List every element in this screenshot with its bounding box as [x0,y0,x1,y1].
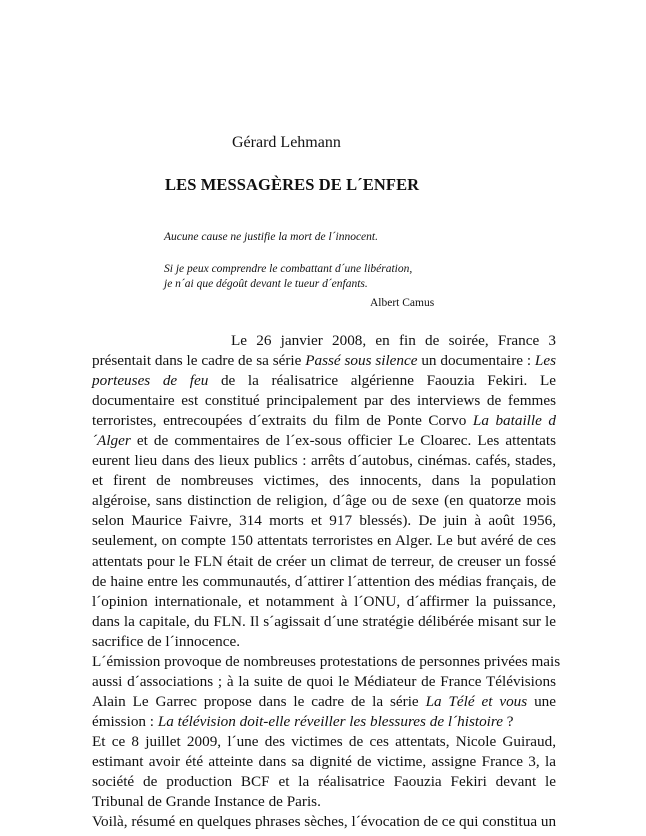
text-run: Et ce 8 juillet 2009, l´une des victimes de ces attentats, Nicole Guiraud, [92,732,556,750]
body-line [92,592,556,612]
body-line [92,812,556,832]
body-line [92,672,556,692]
body-text [92,331,561,832]
epigraph-block [164,262,412,292]
italic-text: La Télé et vous [425,692,528,710]
text-run: attentats pour le FLN était de créer un climat de terreur, de creuser un fossé [92,552,556,570]
epigraph-line-2: Si je peux comprendre le combattant d´une libération, [164,263,413,275]
text-run: estimant avoir été atteinte dans sa dignité de victime, assigne France 3, la [92,752,556,770]
body-line [92,371,556,391]
body-line [92,451,556,471]
body-line [92,511,556,531]
text-run: selon Maurice Faivre, 314 morts et 917 blessés). De juin à août 1956, [92,512,556,530]
body-line [92,552,556,572]
text-run: dans la capitale, du FLN. Il s´agissait d´une stratégie délibérée misant sur le [92,612,556,630]
body-line [92,752,556,772]
text-run: documentaire est constitué principalement par des interviews de femmes [92,392,556,410]
body-line [92,692,556,712]
body-line [92,652,561,672]
italic-text: La bataille d [472,412,556,430]
body-line [92,331,556,351]
text-run: sacrifice de l´innocence. [92,632,240,650]
document-title: LES MESSAGÈRES DE L´ENFER [165,175,420,194]
text-run: émission : [92,712,158,730]
text-run: l´opinion internationale, et notamment à l´ONU, d´affirmer la puissance, [92,592,556,610]
text-run: terroristes, entrecoupées d´extraits du film de Ponte Corvo [92,412,473,430]
body-line [92,411,556,431]
text-run: et de commentaires de l´ex-sous officier Le Cloarec. Les attentats [130,432,556,450]
body-line [92,732,556,752]
body-line [92,531,556,551]
body-line [92,712,556,732]
italic-text: Les [534,352,557,370]
italic-text: La télévision doit-elle réveiller les blessures de l´histoire [157,712,503,730]
text-run: L´émission provoque de nombreuses protestations de personnes privées mais [92,652,561,670]
epigraph-line-3: je n´ai que dégoût devant le tueur d´enfants. [164,278,368,290]
author-name: Gérard Lehmann [232,134,341,151]
text-run: seulement, on compte 150 attentats terroristes en Alger. Le but avéré de ces [92,532,556,550]
text-run: de haine entre les communautés, d´attirer l´attention des médias français, de [92,572,556,590]
body-line [92,632,556,652]
text-run: une [527,692,556,710]
body-line [92,431,556,451]
epigraph-attribution: Albert Camus [370,297,435,309]
body-line [92,792,556,812]
text-run: Alain Le Garrec propose dans le cadre de la série [92,692,426,710]
text-run: aussi d´associations ; à la suite de quoi le Médiateur de France Télévisions [92,672,556,690]
body-line [92,491,556,511]
text-run: présentait dans le cadre de sa série [92,352,306,370]
text-run: eurent lieu dans des lieux publics : arrêts d´autobus, cinémas. cafés, stades, [92,452,556,470]
text-run: société de production BCF et la réalisatrice Faouzia Fekiri devant le [92,773,556,791]
body-line [92,351,556,371]
body-line [92,772,556,792]
text-run: Voilà, résumé en quelques phrases sèches, l´évocation de ce qui constitua un [92,813,557,831]
text-run: un documentaire : [417,352,535,370]
text-run: algéroise, sans distinction de religion, d´âge ou de sexe (en quatorze mois [92,492,556,510]
body-line [92,391,556,411]
text-run: ? [503,712,514,730]
italic-text: Passé sous silence [305,352,418,370]
body-line [92,471,556,491]
text-run: et firent de nombreuses victimes, des innocents, dans la population [92,472,556,490]
text-run: Le 26 janvier 2008, en fin de soirée, France 3 [231,332,556,349]
body-line [92,612,556,632]
text-run: Tribunal de Grande Instance de Paris. [92,793,321,811]
epigraph-line-1: Aucune cause ne justifie la mort de l´innocent. [164,231,378,243]
italic-text: ´Alger [92,432,131,450]
text-run: de la réalisatrice algérienne Faouzia Fekiri. Le [208,372,556,390]
italic-text: porteuses de feu [92,372,209,390]
body-line [92,572,556,592]
